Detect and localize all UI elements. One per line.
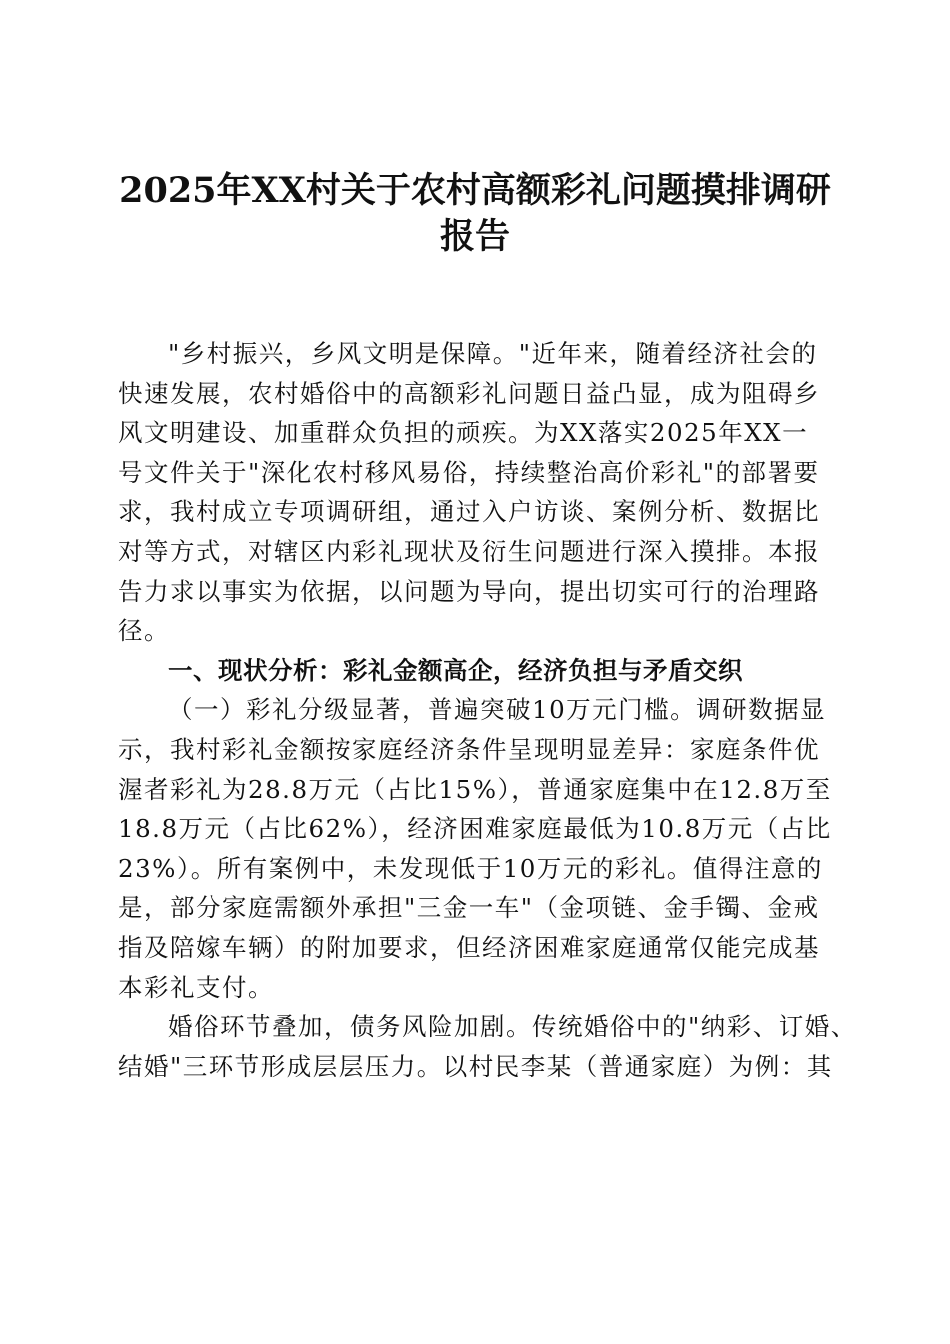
paragraph-line: 告力求以事实为依据，以问题为导向，提出切实可行的治理路 (118, 576, 820, 606)
title-line-1: 2025年XX村关于农村高额彩礼问题摸排调研 (119, 170, 831, 211)
paragraph-line: 23%）。所有案例中，未发现低于10万元的彩礼。值得注意的 (118, 853, 823, 883)
paragraph-line: 求，我村成立专项调研组，通过入户访谈、案例分析、数据比 (118, 497, 820, 527)
paragraph-line: 是，部分家庭需额外承担"三金一车"（金项链、金手镯、金戒 (118, 893, 820, 923)
paragraph-line: 结婚"三环节形成层层压力。以村民李某（普通家庭）为例：其 (118, 1051, 833, 1081)
document-title (100, 168, 850, 260)
subsection-paragraph (118, 690, 832, 1007)
document-body (118, 334, 857, 1086)
paragraph-line: 指及陪嫁车辆）的附加要求，但经济困难家庭通常仅能完成基 (118, 932, 820, 962)
title-line-2: 报告 (439, 216, 510, 257)
paragraph-line: （一）彩礼分级显著，普遍突破10万元门槛。调研数据显 (168, 695, 827, 725)
paragraph-line: "乡村振兴，乡风文明是保障。"近年来，随着经济社会的 (168, 339, 818, 368)
section-heading-text: 一、现状分析：彩礼金额高企，经济负担与矛盾交织 (168, 655, 743, 685)
paragraph-line: 号文件关于"深化农村移风易俗，持续整治高价彩礼"的部署要 (118, 457, 820, 487)
paragraph-line: 风文明建设、加重群众负担的顽疾。为XX落实2025年XX一 (118, 418, 809, 448)
paragraph-line: 示，我村彩礼金额按家庭经济条件呈现明显差异：家庭条件优 (118, 734, 820, 764)
paragraph-line: 本彩礼支付。 (118, 972, 274, 1002)
paragraph-line: 渥者彩礼为28.8万元（占比15%），普通家庭集中在12.8万至 (118, 774, 832, 804)
intro-paragraph (118, 334, 832, 651)
paragraph-line: 18.8万元（占比62%），经济困难家庭最低为10.8万元（占比 (118, 814, 832, 844)
paragraph-line: 对等方式，对辖区内彩礼现状及衍生问题进行深入摸排。本报 (118, 536, 820, 566)
paragraph-line: 径。 (118, 616, 170, 646)
section-heading (118, 651, 832, 691)
paragraph-line: 婚俗环节叠加，债务风险加剧。传统婚俗中的"纳彩、订婚、 (168, 1012, 857, 1042)
paragraph-line: 快速发展，农村婚俗中的高额彩礼问题日益凸显，成为阻碍乡 (118, 378, 820, 408)
custom-paragraph (118, 1007, 857, 1086)
